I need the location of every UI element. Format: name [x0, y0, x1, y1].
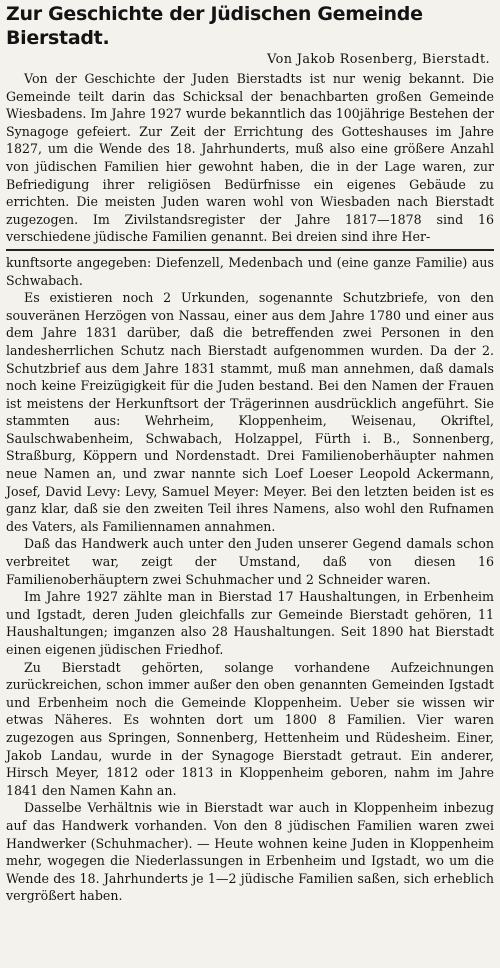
paragraph-verhaeltnis: Dasselbe Verhältnis wie in Bierstadt war auch in Kloppenheim inbezug auf das Handwerk vorhanden. Von den 8 jüdischen Familien waren zwei Handwerker (Schuhmacher). — Heute wohnen keine Juden in Kloppenheim mehr, wogegen die Niederlassungen in Erbenheim und Igstadt, wo um die Wende des 18. Jahrhunderts je 1—2 jüdische Familien saßen, sich erheblich vergrößert haben.	[6, 800, 494, 904]
paragraph-handwerk: Daß das Handwerk auch unter den Juden unserer Gegend damals schon verbreitet war, zeigt der Umstand, daß von diesen 16 Familienoberhäuptern zwei Schuhmacher und 2 Schneider waren.	[6, 536, 494, 587]
article-title: Zur Geschichte der Jüdischen Gemeinde Bierstadt.	[6, 3, 423, 49]
paragraph-intro: Von der Geschichte der Juden Bierstadts ist nur wenig bekannt. Die Gemeinde teilt darin das Schicksal der benachbarten großen Gemeinde Wiesbadens. Im Jahre 1927 wurde bekanntlich das 100jährige Bestehen der Synagoge gefeiert. Zur Zeit der Errichtung des Gotteshauses im Jahre 1827, um die Wende des 18. Jahrhunderts, muß also eine größere Anzahl von jüdischen Familien hier gewohnt haben, die in der Lage waren, zur Befriedigung ihrer religiösen Bedürfnisse ein eigenes Gebäude zu errichten. Die meisten Juden waren wohl von Wiesbaden nach Bierstadt zugezogen. Im Zivilstandsregister der Jahre 1817—1878 sind 16 verschiedene jüdische Familien genannt. Bei dreien sind ihre Her-	[6, 71, 494, 245]
paragraph-kloppenheim: Zu Bierstadt gehörten, solange vorhandene Aufzeichnungen zurückreichen, schon immer außer den oben genannten Gemeinden Igstadt und Erbenheim noch die Gemeinde Kloppenheim. Ueber sie wissen wir etwas Näheres. Es wohnten dort um 1800 8 Familien. Vier waren zugezogen aus Springen, Sonnenberg, Hettenheim und Rüdesheim. Einer, Jakob Landau, wurde in der Synagoge Bierstadt getraut. Ein anderer, Hirsch Meyer, 1812 oder 1813 in Kloppenheim geboren, nahm im Jahre 1841 den Namen Kahn an.	[6, 659, 494, 798]
newspaper-clipping	[0, 2, 500, 968]
column-divider-rule	[6, 249, 494, 251]
paragraph-continuation: kunftsorte angegeben: Diefenzell, Medenbach und (eine ganze Familie) aus Schwabach.	[6, 254, 494, 288]
paragraph-haushaltungen: Im Jahre 1927 zählte man in Bierstad 17 Haushaltungen, in Erbenheim und Igstadt, deren Juden gleichfalls zur Gemeinde Bierstadt gehören, 11 Haushaltungen; imganzen also 28 Haushaltungen. Seit 1890 hat Bierstadt einen eigenen jüdischen Friedhof.	[6, 589, 494, 657]
paragraph-schutzbriefe: Es existieren noch 2 Urkunden, sogenannte Schutzbriefe, von den souveränen Herzögen von Nassau, einer aus dem Jahre 1780 und einer aus dem Jahre 1831 darüber, daß die betreffenden zwei Personen in den landesherrlichen Schutz nach Bierstadt aufgenommen wurden. Da der 2. Schutzbrief aus dem Jahre 1831 stammt, muß man annehmen, daß damals noch keine Freizügigkeit für die Juden bestand. Bei den Namen der Frauen ist meistens der Herkunftsort der Trägerinnen ausdrücklich angeführt. Sie stammten aus: Wehrheim, Kloppenheim, Weisenau, Okriftel, Saulschwabenheim, Schwabach, Holzappel, Fürth i. B., Sonnenberg, Straßburg, Köppern und Nordenstadt. Drei Familienoberhäupter nahmen neue Namen an, und zwar nannte sich Loef Loeser Leopold Ackermann, Josef, David Levy: Levy, Samuel Meyer: Meyer. Bei den letzten beiden ist es ganz klar, daß sie den zweiten Teil ihres Namens, also wohl den Rufnamen des Vaters, als Familiennamen annahmen.	[6, 290, 494, 534]
article-byline: Von Jakob Rosenberg, Bierstadt.	[267, 52, 490, 67]
